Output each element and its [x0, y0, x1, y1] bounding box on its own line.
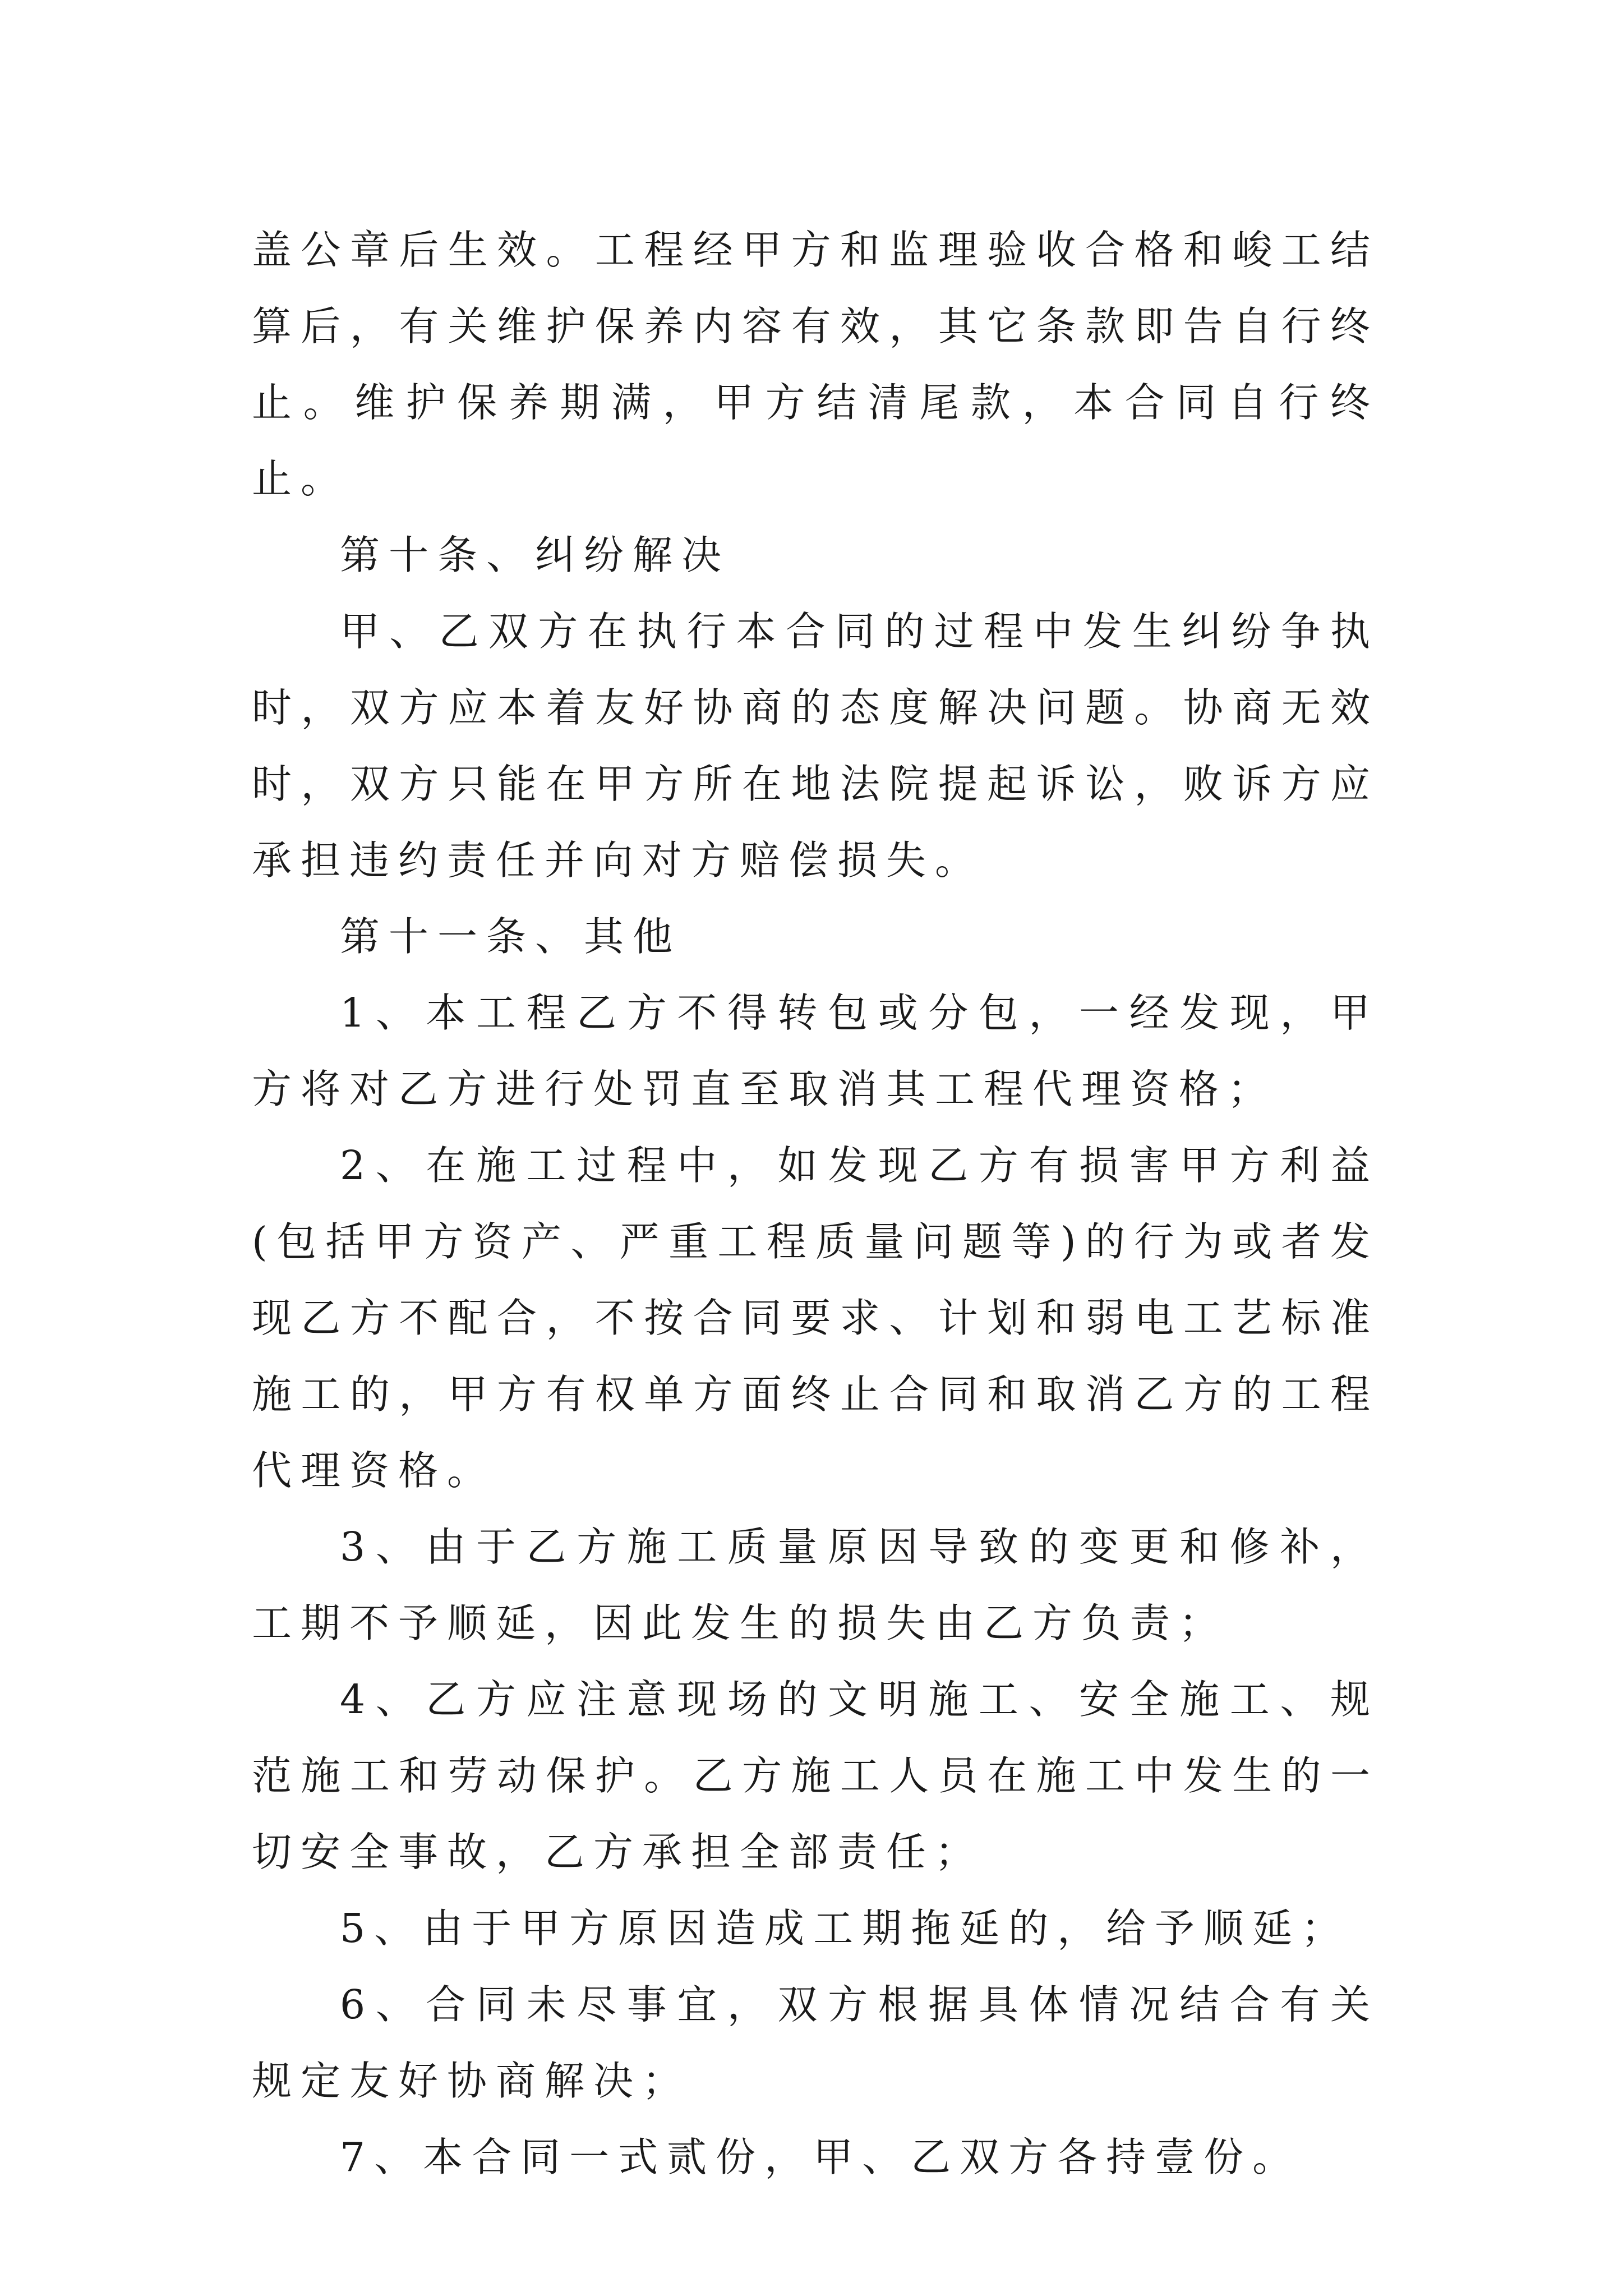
clause-1: 1、本工程乙方不得转包或分包，一经发现，甲方将对乙方进行处罚直至取消其工程代理资格； — [252, 990, 1379, 1112]
clause-7: 7、本合同一式贰份，甲、乙双方各持壹份。 — [340, 2134, 1302, 2180]
paragraph-dispute-resolution: 甲、乙双方在执行本合同的过程中发生纠纷争执时，双方应本着友好协商的态度解决问题。协商无效时，双方只能在甲方所在地法院提起诉讼，败诉方应承担违约责任并向对方赔偿损失。 — [252, 608, 1379, 884]
clause-5: 5、由于甲方原因造成工期拖延的，给予顺延； — [340, 1905, 1350, 1952]
heading-article-10: 第十条、纠纷解决 — [340, 532, 731, 578]
paragraph-continuation: 盖公章后生效。工程经甲方和监理验收合格和峻工结算后，有关维护保养内容有效，其它条款即告自行终止。维护保养期满，甲方结清尾款，本合同自行终止。 — [252, 227, 1379, 502]
clause-6: 6、合同未尽事宜，双方根据具体情况结合有关规定友好协商解决； — [252, 1981, 1379, 2104]
clause-3: 3、由于乙方施工质量原因导致的变更和修补，工期不予顺延，因此发生的损失由乙方负责； — [252, 1524, 1379, 1646]
clause-4: 4、乙方应注意现场的文明施工、安全施工、规范施工和劳动保护。乙方施工人员在施工中发生的一切安全事故，乙方承担全部责任； — [252, 1676, 1379, 1875]
document-page — [252, 212, 1379, 2196]
clause-2: 2、在施工过程中，如发现乙方有损害甲方利益(包括甲方资产、严重工程质量问题等)的行为或者发现乙方不配合，不按合同要求、计划和弱电工艺标准施工的，甲方有权单方面终止合同和取消乙方的工程代理资格。 — [252, 1142, 1379, 1494]
heading-article-11: 第十一条、其他 — [340, 913, 682, 960]
